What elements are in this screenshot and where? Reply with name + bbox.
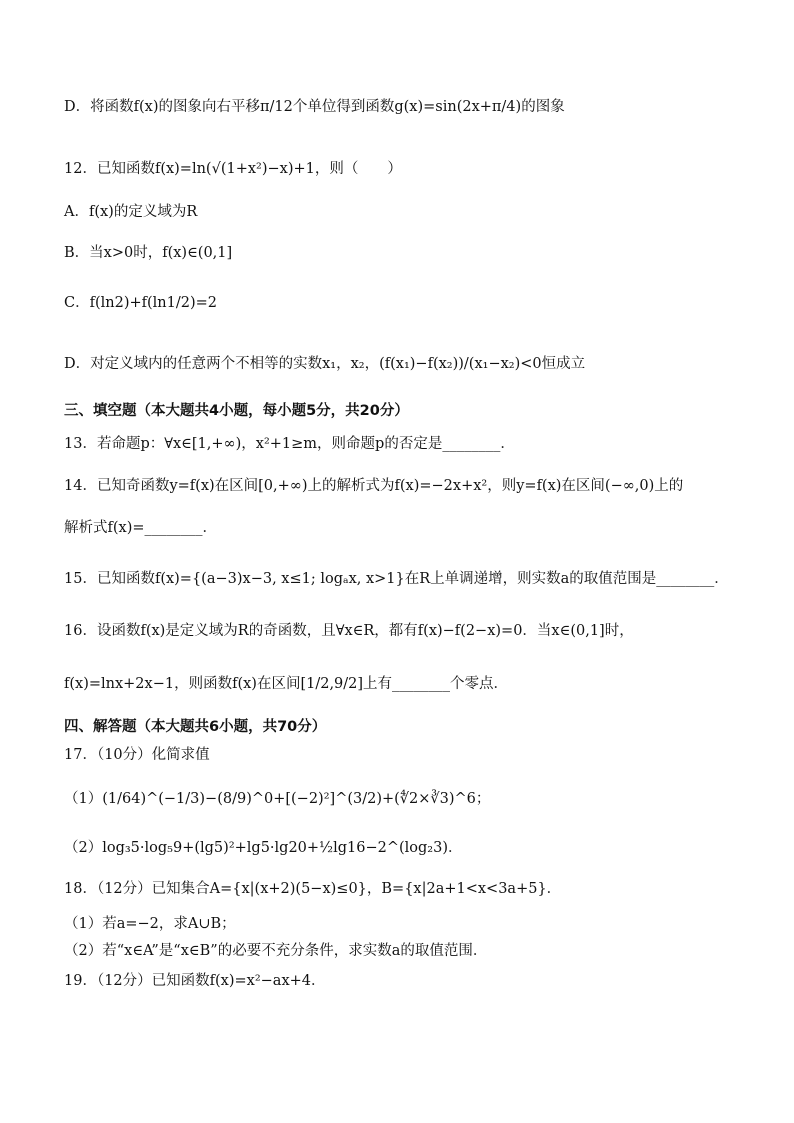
q12-option-c: C．f(ln2)+f(ln1/2)=2 bbox=[64, 295, 217, 311]
q16-line2: f(x)=lnx+2x−1，则函数f(x)在区间[1/2,9/2]上有________个零点． bbox=[64, 676, 509, 692]
q18-part2: （2）若“x∈A”是“x∈B”的必要不充分条件，求实数a的取值范围． bbox=[64, 943, 488, 959]
q18-part1: （1）若a=−2，求A∪B； bbox=[64, 916, 236, 932]
q19-stem: 19．（12分）已知函数f(x)=x²−ax+4． bbox=[64, 973, 326, 989]
q11-option-d: D．将函数f(x)的图象向右平移π/12个单位得到函数g(x)=sin(2x+π/4)的图象 bbox=[64, 99, 565, 115]
q16-line1: 16．设函数f(x)是定义域为R的奇函数，且∀x∈R，都有f(x)−f(2−x)=0．当x∈(0,1]时， bbox=[64, 623, 634, 639]
q17-part1: （1）(1/64)^(−1/3)−(8/9)^0+[(−2)²]^(3/2)+(∜2×∛3)^6； bbox=[64, 791, 491, 807]
q12-stem: 12．已知函数f(x)=ln(√(1+x²)−x)+1，则（ ） bbox=[64, 161, 402, 177]
q18-stem: 18．（12分）已知集合A={x|(x+2)(5−x)≤0}，B={x|2a+1<x<3a+5}． bbox=[64, 881, 562, 897]
q17-part2: （2）log₃5·log₅9+(lg5)²+lg5·lg20+½lg16−2^(log₂3)． bbox=[64, 840, 463, 856]
q12-option-d: D．对定义域内的任意两个不相等的实数x₁，x₂，(f(x₁)−f(x₂))/(x₁−x₂)<0恒成立 bbox=[64, 356, 586, 372]
q12-option-a: A．f(x)的定义域为R bbox=[64, 204, 198, 220]
q14-line1: 14．已知奇函数y=f(x)在区间[0,+∞)上的解析式为f(x)=−2x+x²，则y=f(x)在区间(−∞,0)上的 bbox=[64, 478, 684, 494]
q15: 15．已知函数f(x)={(a−3)x−3, x≤1; logₐx, x>1}在R上单调递增，则实数a的取值范围是________． bbox=[64, 571, 729, 587]
q14-line2: 解析式f(x)=________． bbox=[64, 520, 218, 536]
q13: 13．若命题p：∀x∈[1,+∞)，x²+1≥m，则命题p的否定是________． bbox=[64, 436, 515, 452]
section-title-solutions: 四、解答题（本大题共6小题，共70分） bbox=[64, 719, 327, 735]
section-title-fill-in: 三、填空题（本大题共4小题，每小题5分，共20分） bbox=[64, 403, 409, 419]
q12-option-b: B．当x>0时，f(x)∈(0,1] bbox=[64, 245, 233, 261]
q17-stem: 17．（10分）化简求值 bbox=[64, 747, 210, 763]
